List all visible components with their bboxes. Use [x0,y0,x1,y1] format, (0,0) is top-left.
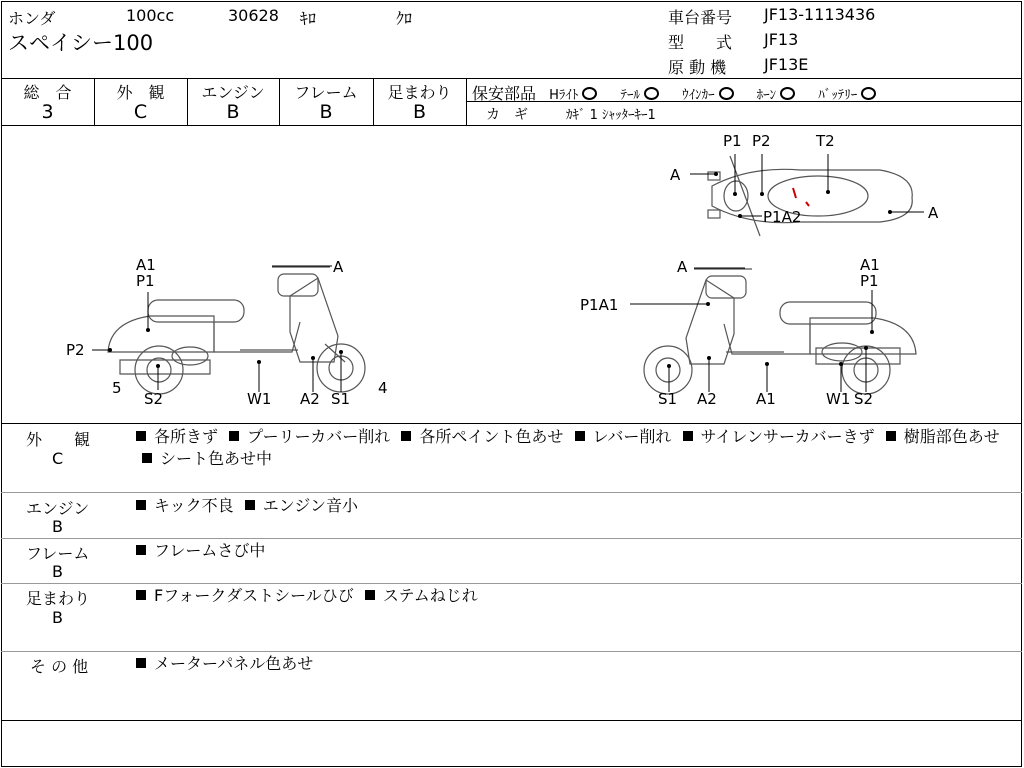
right-label-a1: A1 [860,256,880,274]
note-item: サイレンサーカバーきず [683,427,875,446]
frame-section-label: フレーム [26,544,90,563]
comments-top-rule [1,423,1022,424]
suspension-section-grade: B [52,608,63,627]
ok-circle-icon [582,87,597,100]
top-label-p2: P2 [752,132,771,150]
note-item: フレームさび中 [136,541,265,560]
section-rule [1,492,1022,493]
frame-notes [136,540,265,562]
engine-section-grade: B [52,517,63,536]
top-label-p1: P1 [723,132,742,150]
type-value: JF13 [764,30,799,49]
bullet-icon [886,431,896,441]
suspension-notes [136,585,478,607]
ok-circle-icon [861,87,876,100]
bullet-icon [575,431,585,441]
ok-circle-icon [719,87,734,100]
safety-winker: ｳｲﾝｶｰ [682,88,734,103]
mileage-unit: ｷﾛ [300,9,317,28]
engine-model-value: JF13E [764,55,809,74]
note-item: メーターパネル色あせ [136,654,313,673]
note-item: キック不良 [136,496,234,515]
maker: ホンダ [8,9,56,28]
bullet-icon [136,545,146,555]
left-label-5: 5 [112,379,122,397]
color: ｸﾛ [396,9,413,28]
bullet-icon [136,590,146,600]
bullet-icon [136,500,146,510]
leader-dots [108,172,892,368]
note-item: 各所きず [136,427,218,446]
bullet-icon [142,453,152,463]
note-item: Fフォークダストシールひび [136,586,354,605]
exterior-grade-label: 外 観 [116,83,165,102]
leader-lines [92,154,924,392]
frame-section-grade: B [52,562,63,581]
top-label-a-right: A [928,204,939,222]
suspension-section-label: 足まわり [26,589,91,608]
note-item: 樹脂部色あせ [886,427,1000,446]
safety-parts [472,81,876,104]
damage-marks [793,188,809,206]
engine-section-label: エンジン [26,499,90,518]
top-label-p1a2: P1A2 [763,208,802,226]
total-grade-value: 3 [41,101,54,123]
bullet-icon [229,431,239,441]
grade-top-rule [1,78,1022,79]
left-label-p2: P2 [66,341,85,359]
left-label-a2: A2 [300,390,320,408]
note-item: ステムねじれ [365,586,478,605]
total-grade-label: 総 合 [23,83,72,102]
right-label-w1: W1 [826,390,851,408]
left-label-a1: A1 [136,256,156,274]
safety-horn: ﾎｰﾝ [757,88,796,103]
bullet-icon [683,431,693,441]
exterior-notes [136,426,1016,470]
safety-battery: ﾊﾞｯﾃﾘｰ [818,88,876,103]
left-label-s2: S2 [144,390,164,408]
mileage: 30628 [228,6,279,25]
note-item: レバー削れ [575,427,672,446]
note-item: 各所ペイント色あせ [401,427,563,446]
key-label: カ ギ [486,107,528,123]
key-value: ｶｷﾞ 1 ｼｬｯﾀｰｷｰ1 [566,108,656,123]
grade-divider [466,78,467,125]
exterior-section-grade: C [52,449,64,468]
left-label-a: A [333,258,344,276]
engine-grade-label: エンジン [201,83,265,102]
section-rule [1,583,1022,584]
ok-circle-icon [644,87,659,100]
right-label-s2: S2 [854,390,874,408]
exterior-grade-value: C [133,101,148,123]
suspension-grade-value: B [412,101,427,123]
section-rule [1,538,1022,539]
top-label-t2: T2 [816,132,835,150]
bullet-icon [365,590,375,600]
right-label-a2: A2 [697,390,717,408]
note-item: シート色あせ中 [142,449,272,468]
chassis-label: 車台番号 [668,8,733,27]
left-label-w1: W1 [247,390,272,408]
displacement: 100cc [126,6,175,25]
other-section-label: そ の 他 [30,657,89,676]
right-label-p1: P1 [860,272,879,290]
top-scooter-sketch [708,156,912,236]
frame-grade-label: フレーム [294,83,358,102]
note-item: プーリーカバー削れ [229,427,390,446]
engine-notes [136,495,358,517]
left-label-s1: S1 [331,390,351,408]
engine-model-label: 原 動 機 [668,58,727,77]
comments-bottom-rule [1,720,1022,721]
left-label-4: 4 [378,379,388,397]
note-item: エンジン音小 [245,496,358,515]
right-label-a1b: A1 [756,390,776,408]
bullet-icon [136,658,146,668]
damage-diagram [0,126,1024,422]
safety-headlight: Hﾗｲﾄ [549,88,597,103]
safety-taillight: ﾃｰﾙ [620,88,659,103]
top-label-a-left: A [670,166,681,184]
left-label-p1: P1 [136,272,155,290]
ok-circle-icon [780,87,795,100]
model-name: スペイシー100 [8,31,154,55]
other-notes [136,653,313,675]
right-label-s1: S1 [658,390,678,408]
right-label-p1a1: P1A1 [580,296,619,314]
exterior-section-label: 外 観 [26,430,91,449]
bullet-icon [401,431,411,441]
engine-grade-value: B [226,101,240,123]
type-label: 型 式 [668,33,733,52]
safety-label: 保安部品 [472,84,537,103]
section-rule [1,651,1022,652]
frame-grade-value: B [319,101,333,123]
bullet-icon [245,500,255,510]
suspension-grade-label: 足まわり [387,83,452,102]
bullet-icon [136,431,146,441]
chassis-value: JF13-1113436 [764,5,876,24]
right-label-a: A [677,258,688,276]
